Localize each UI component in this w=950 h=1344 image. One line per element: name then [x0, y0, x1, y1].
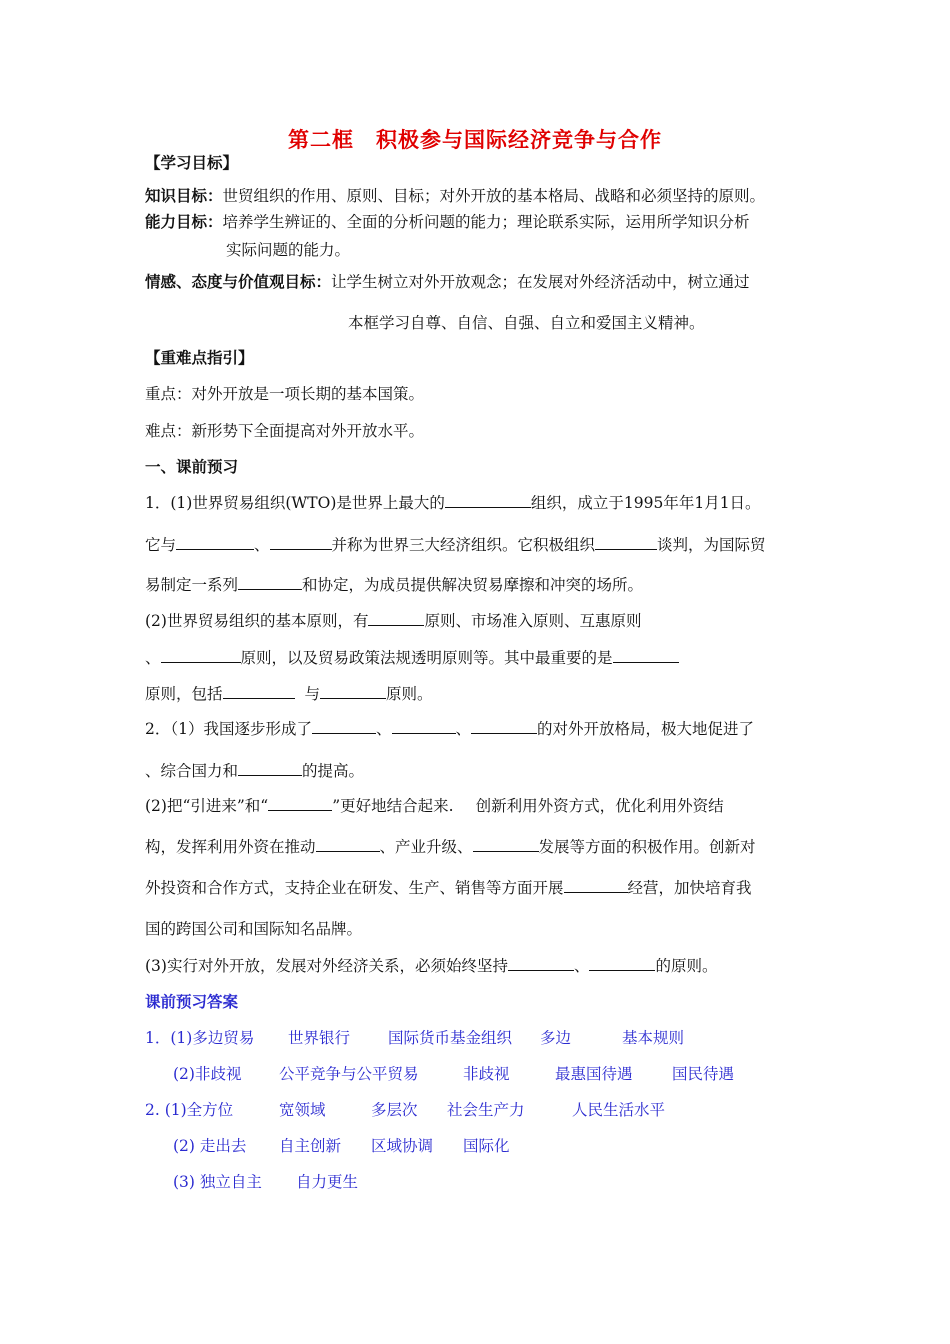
knowledge-label: 知识目标：	[145, 187, 223, 205]
blank	[223, 684, 295, 699]
ability-text-2: 实际问题的能力。	[226, 241, 351, 259]
q2-2-text: 外投资和合作方式，支持企业在研发、生产、销售等方面开展	[145, 879, 564, 897]
q1-text: 它与	[145, 536, 177, 554]
q1-line3	[145, 575, 643, 595]
blank	[564, 878, 628, 893]
blank	[368, 611, 424, 626]
q2-text: 2．（1）我国逐步形成了	[145, 720, 312, 738]
blank	[471, 719, 537, 734]
q1-2-line1	[145, 611, 641, 631]
answer-item: (3) 独立自主	[173, 1173, 262, 1191]
q1-text: 、	[254, 536, 270, 554]
q2-3-text: 、	[573, 957, 590, 975]
q2-2-text: ”更好地结合起来.	[332, 797, 454, 815]
difficulty-point: 难点：新形势下全面提高对外开放水平。	[145, 422, 425, 440]
q1-2-text: 原则。	[386, 685, 433, 703]
q1-text: 易制定一系列	[145, 576, 239, 594]
blank	[392, 719, 456, 734]
blank	[238, 575, 302, 590]
q2-2-text: 、产业升级、	[379, 838, 473, 856]
blank	[270, 535, 332, 550]
q2-2-line2	[145, 837, 756, 857]
answer-item: 公平竞争与公平贸易	[279, 1065, 419, 1083]
emotion-label: 情感、态度与价值观目标：	[145, 273, 332, 291]
answer-item: 国际化	[463, 1137, 510, 1155]
q1-2-text: (2)世界贸易组织的基本原则，有	[145, 612, 369, 630]
q1-text: 1．(1)世界贸易组织(WTO)是世界上最大的	[145, 494, 445, 512]
blank	[238, 761, 302, 776]
q2-text: 的提高。	[302, 762, 365, 780]
answer-item: 自主创新	[279, 1137, 342, 1155]
q1-2-line2	[145, 648, 679, 668]
blank	[176, 535, 254, 550]
answer-item: 社会生产力	[447, 1101, 525, 1119]
key-points-heading: 【重难点指引】	[145, 349, 254, 367]
q2-text: 、综合国力和	[145, 762, 239, 780]
blank	[320, 684, 386, 699]
answer-item: 多层次	[371, 1101, 418, 1119]
answer-item: 多边	[540, 1029, 572, 1047]
answer-item: (2)非歧视	[173, 1065, 242, 1083]
q1-text: 和协定，为成员提供解决贸易摩擦和冲突的场所。	[302, 576, 644, 594]
answer-item: 国民待遇	[672, 1065, 735, 1083]
q2-text: 、	[455, 720, 472, 738]
emotion-text-2: 本框学习自尊、自信、自强、自立和爱国主义精神。	[348, 314, 705, 332]
q1-2-text: 原则，包括	[145, 685, 223, 703]
q1-line1	[145, 493, 761, 513]
q2-2-text: (2)把“引进来”和“	[145, 797, 269, 815]
blank	[589, 956, 655, 971]
q2-2-text: 经营，加快培育我	[627, 879, 752, 897]
q2-3-text: 的原则。	[655, 957, 718, 975]
blank	[161, 648, 241, 663]
answer-item: 世界银行	[288, 1029, 351, 1047]
blank	[445, 493, 531, 508]
answer-item: 1．(1)多边贸易	[145, 1029, 255, 1047]
q1-2-text: 原则、市场准入原则、互惠原则	[424, 612, 642, 630]
knowledge-objective	[145, 186, 765, 206]
blank	[595, 535, 657, 550]
q1-line2	[145, 535, 766, 555]
q1-text: 组织，成立于1995年年1月1日。	[530, 494, 761, 512]
q1-2-line3	[145, 684, 433, 704]
answers-heading: 课前预习答案	[145, 993, 239, 1011]
q2-2-line3	[145, 878, 752, 898]
q1-text: 并称为世界三大经济组织。它积极组织	[331, 536, 596, 554]
blank	[316, 837, 380, 852]
blank	[268, 796, 332, 811]
answer-item: 2. (1)全方位	[145, 1101, 234, 1119]
q1-text: 谈判，为国际贸	[657, 536, 766, 554]
blank	[312, 719, 376, 734]
ability-label: 能力目标：	[145, 213, 223, 231]
ability-objective	[145, 212, 750, 232]
blank	[473, 837, 539, 852]
answer-item: 基本规则	[622, 1029, 685, 1047]
q2-3-line	[145, 956, 718, 976]
answer-item: 人民生活水平	[572, 1101, 666, 1119]
q2-3-text: (3)实行对外开放，发展对外经济关系，必须始终坚持	[145, 957, 508, 975]
q1-2-text: 原则，以及贸易政策法规透明原则等。其中最重要的是	[240, 649, 613, 667]
q2-line2	[145, 761, 364, 781]
q1-2-text: 与	[304, 685, 321, 703]
q2-line1	[145, 719, 754, 739]
q2-text: 的对外开放格局，极大地促进了	[537, 720, 755, 738]
ability-text-1: 培养学生辨证的、全面的分析问题的能力；理论联系实际，运用所学知识分析	[222, 213, 750, 231]
q2-2-text: 构，发挥利用外资在推动	[145, 838, 316, 856]
blank	[508, 956, 574, 971]
answer-item: 区域协调	[371, 1137, 434, 1155]
preview-heading: 一、课前预习	[145, 458, 239, 476]
q2-2-line1	[145, 796, 724, 816]
answer-item: 国际货币基金组织	[388, 1029, 513, 1047]
knowledge-text: 世贸组织的作用、原则、目标；对外开放的基本格局、战略和必须坚持的原则。	[222, 187, 766, 205]
q2-text: 、	[375, 720, 392, 738]
focus-point: 重点：对外开放是一项长期的基本国策。	[145, 385, 425, 403]
answer-item: 宽领域	[279, 1101, 326, 1119]
q2-2-text: 创新利用外资方式，优化利用外资结	[475, 797, 724, 815]
emotion-objective	[145, 272, 750, 292]
blank	[613, 648, 679, 663]
emotion-text-1: 让学生树立对外开放观念；在发展对外经济活动中，树立通过	[331, 273, 750, 291]
q2-2-text: 发展等方面的积极作用。创新对	[538, 838, 756, 856]
answer-item: (2) 走出去	[173, 1137, 247, 1155]
page-title: 第二框 积极参与国际经济竞争与合作	[288, 128, 662, 152]
answer-item: 自力更生	[296, 1173, 359, 1191]
q2-2-line4: 国的跨国公司和国际知名品牌。	[145, 920, 363, 938]
objectives-heading: 【学习目标】	[145, 154, 239, 172]
answer-item: 最惠国待遇	[555, 1065, 633, 1083]
answer-item: 非歧视	[463, 1065, 510, 1083]
q1-2-text: 、	[145, 649, 161, 667]
